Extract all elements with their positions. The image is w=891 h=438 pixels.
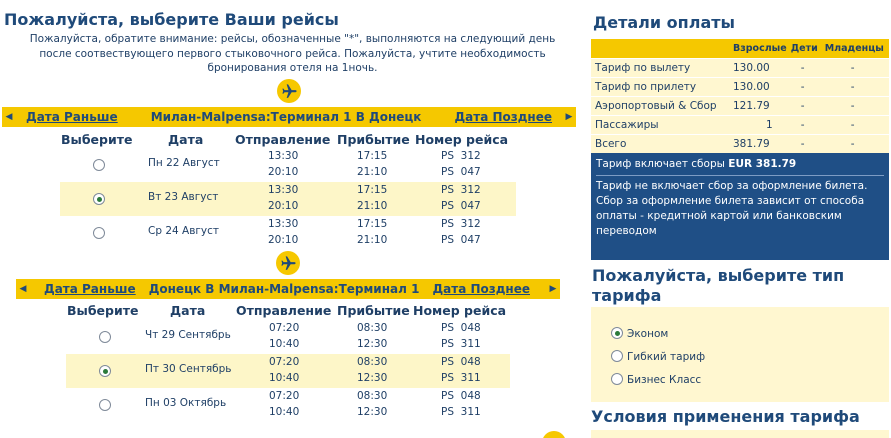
row-label: Всего — [591, 134, 723, 153]
flight-row[interactable] — [66, 320, 510, 354]
fare-total-amount: EUR 381.79 — [728, 158, 797, 170]
payment-row — [591, 58, 889, 77]
row-label: Тариф по прилету — [591, 77, 723, 96]
outbound-earlier-link[interactable]: Дата Раньше — [26, 110, 118, 124]
flight-date: Пн 03 Октябрь — [145, 397, 227, 409]
flight-number: PS 311 — [441, 338, 481, 350]
departure-time: 07:20 — [269, 356, 300, 368]
flight-row-selected[interactable] — [66, 354, 510, 388]
fare-info-box — [591, 153, 889, 260]
inbound-route-label: Донецк В Милан-Malpensa:Терминал 1 — [148, 282, 420, 296]
arrival-time: 08:30 — [357, 390, 388, 402]
flight-number: PS 048 — [441, 322, 481, 334]
flight-select-radio[interactable] — [99, 365, 111, 377]
inbound-earlier-link[interactable]: Дата Раньше — [44, 282, 136, 296]
tariff-title — [592, 266, 844, 306]
departure-time: 10:40 — [269, 406, 300, 418]
header-adults: Взрослые — [723, 39, 789, 58]
payment-row-total — [591, 134, 889, 153]
conditions-box — [591, 430, 889, 438]
col-arrival: Прибытие — [337, 132, 410, 147]
inbound-route-bar — [16, 279, 560, 299]
fee-note-line: Сбор за оформление билета зависит от способа — [596, 195, 865, 207]
fee-note-line: оплаты - кредитной картой или банковским — [596, 210, 842, 222]
adults-value: 121.79 — [723, 96, 789, 115]
arrival-time: 12:30 — [357, 406, 388, 418]
arrival-time: 17:15 — [357, 150, 388, 162]
flight-number: PS 047 — [441, 200, 481, 212]
adults-value: 130.00 — [723, 58, 789, 77]
flight-row[interactable] — [66, 388, 510, 422]
notice-text — [0, 32, 585, 76]
departure-time: 13:30 — [268, 184, 299, 196]
inbound-table-header — [0, 303, 585, 321]
flight-date: Ср 24 Август — [148, 225, 220, 237]
col-date: Дата — [170, 303, 206, 318]
departure-time: 07:20 — [269, 390, 300, 402]
flight-date: Пт 30 Сентябрь — [145, 363, 232, 375]
fee-note-line: Тариф не включает сбор за оформление билета. — [596, 180, 868, 192]
flight-number: PS 311 — [441, 406, 481, 418]
arrow-left-icon[interactable]: ◀ — [5, 112, 13, 122]
fare-includes-text: Тариф включает сборы — [596, 158, 725, 170]
infants-value: - — [823, 77, 889, 96]
departure-time: 10:40 — [269, 338, 300, 350]
flight-number: PS 047 — [441, 234, 481, 246]
tariff-title-line: тарифа — [592, 286, 662, 305]
tariff-label: Бизнес Класс — [627, 374, 702, 386]
flight-date: Вт 23 Август — [148, 191, 219, 203]
infants-value: - — [823, 134, 889, 153]
adults-value: 1 — [723, 115, 789, 134]
flight-select-radio[interactable] — [99, 399, 111, 411]
flight-select-radio[interactable] — [93, 159, 105, 171]
flight-select-radio[interactable] — [93, 227, 105, 239]
payment-row — [591, 77, 889, 96]
departure-time: 20:10 — [268, 166, 299, 178]
notice-line: Пожалуйста, обратите внимание: рейсы, обозначенные "*", выполняются на следующий день — [29, 33, 556, 45]
notice-line: после соотвествующего первого стыковочного рейса. Пожалуйста, учтите необходимость — [39, 47, 546, 60]
departure-time: 20:10 — [268, 200, 299, 212]
notice-line: бронирования отеля на 1ночь. — [207, 62, 378, 74]
arrival-time: 17:15 — [357, 184, 388, 196]
tariff-label: Гибкий тариф — [627, 351, 706, 363]
col-select: Выберите — [61, 132, 133, 147]
payment-row — [591, 115, 889, 134]
row-label: Пассажиры — [591, 115, 723, 134]
arrival-time: 12:30 — [357, 372, 388, 384]
tariff-option-flexible[interactable] — [611, 350, 705, 363]
arrival-time: 21:10 — [357, 234, 388, 246]
flight-date: Чт 29 Сентябрь — [145, 329, 231, 341]
arrival-time: 08:30 — [357, 322, 388, 334]
conditions-title: Условия применения тарифа — [591, 407, 860, 426]
flight-number: PS 312 — [441, 218, 481, 230]
flight-number: PS 048 — [441, 356, 481, 368]
children-value: - — [789, 134, 823, 153]
outbound-later-link[interactable]: Дата Позднее — [454, 110, 552, 124]
tariff-radio[interactable] — [611, 373, 623, 385]
arrow-right-icon[interactable]: ▶ — [549, 284, 557, 294]
flight-row-selected[interactable] — [60, 182, 516, 216]
payment-title: Детали оплаты — [593, 13, 735, 32]
arrival-time: 21:10 — [357, 166, 388, 178]
arrow-left-icon[interactable]: ◀ — [19, 284, 27, 294]
col-flight: Номер рейса — [413, 303, 507, 318]
flight-row[interactable] — [60, 148, 516, 182]
arrival-time: 21:10 — [357, 200, 388, 212]
header-children: Дети — [789, 39, 823, 58]
payment-row — [591, 96, 889, 115]
inbound-later-link[interactable]: Дата Позднее — [432, 282, 530, 296]
tariff-radio[interactable] — [611, 327, 623, 339]
infants-value: - — [823, 58, 889, 77]
flight-select-radio[interactable] — [93, 193, 105, 205]
flight-row[interactable] — [60, 216, 516, 250]
children-value: - — [789, 77, 823, 96]
divider — [596, 175, 884, 176]
col-flight: Номер рейса — [415, 132, 509, 147]
arrival-time: 17:15 — [357, 218, 388, 230]
outbound-route-bar — [2, 107, 576, 127]
plane-icon — [542, 431, 566, 438]
infants-value: - — [823, 96, 889, 115]
col-arrival: Прибытие — [337, 303, 410, 318]
col-departure: Отправление — [235, 132, 331, 147]
adults-value: 381.79 — [723, 134, 789, 153]
infants-value: - — [823, 115, 889, 134]
tariff-options — [591, 307, 889, 402]
plane-icon — [276, 251, 300, 275]
page-title: Пожалуйста, выберите Ваши рейсы — [4, 10, 339, 29]
flight-date: Пн 22 Август — [148, 157, 220, 169]
tariff-option-business[interactable] — [611, 373, 701, 386]
fare-includes — [596, 157, 884, 172]
flight-number: PS 312 — [441, 150, 481, 162]
arrow-right-icon[interactable]: ▶ — [565, 112, 573, 122]
departure-time: 13:30 — [268, 218, 299, 230]
tariff-option-economy[interactable] — [611, 327, 668, 340]
adults-value: 130.00 — [723, 77, 789, 96]
flight-number: PS 311 — [441, 372, 481, 384]
arrival-time: 08:30 — [357, 356, 388, 368]
departure-time: 20:10 — [268, 234, 299, 246]
departure-time: 10:40 — [269, 372, 300, 384]
arrival-time: 12:30 — [357, 338, 388, 350]
children-value: - — [789, 96, 823, 115]
flight-number: PS 312 — [441, 184, 481, 196]
departure-time: 07:20 — [269, 322, 300, 334]
header-infants: Младенцы — [823, 39, 889, 58]
outbound-route-label: Милан-Malpensa:Терминал 1 В Донецк — [150, 110, 422, 124]
col-select: Выберите — [67, 303, 139, 318]
flight-number: PS 047 — [441, 166, 481, 178]
tariff-title-line: Пожалуйста, выберите тип — [592, 266, 845, 285]
fee-note-line: переводом — [596, 225, 657, 237]
children-value: - — [789, 58, 823, 77]
row-label: Аэропортовый & Сбор — [591, 96, 723, 115]
tariff-radio[interactable] — [611, 350, 623, 362]
row-label: Тариф по вылету — [591, 58, 723, 77]
tariff-label: Эконом — [627, 328, 669, 340]
col-date: Дата — [168, 132, 204, 147]
departure-time: 13:30 — [268, 150, 299, 162]
plane-icon — [277, 79, 301, 103]
children-value: - — [789, 115, 823, 134]
flight-number: PS 048 — [441, 390, 481, 402]
col-departure: Отправление — [236, 303, 332, 318]
flight-select-radio[interactable] — [99, 331, 111, 343]
payment-table — [591, 39, 889, 153]
